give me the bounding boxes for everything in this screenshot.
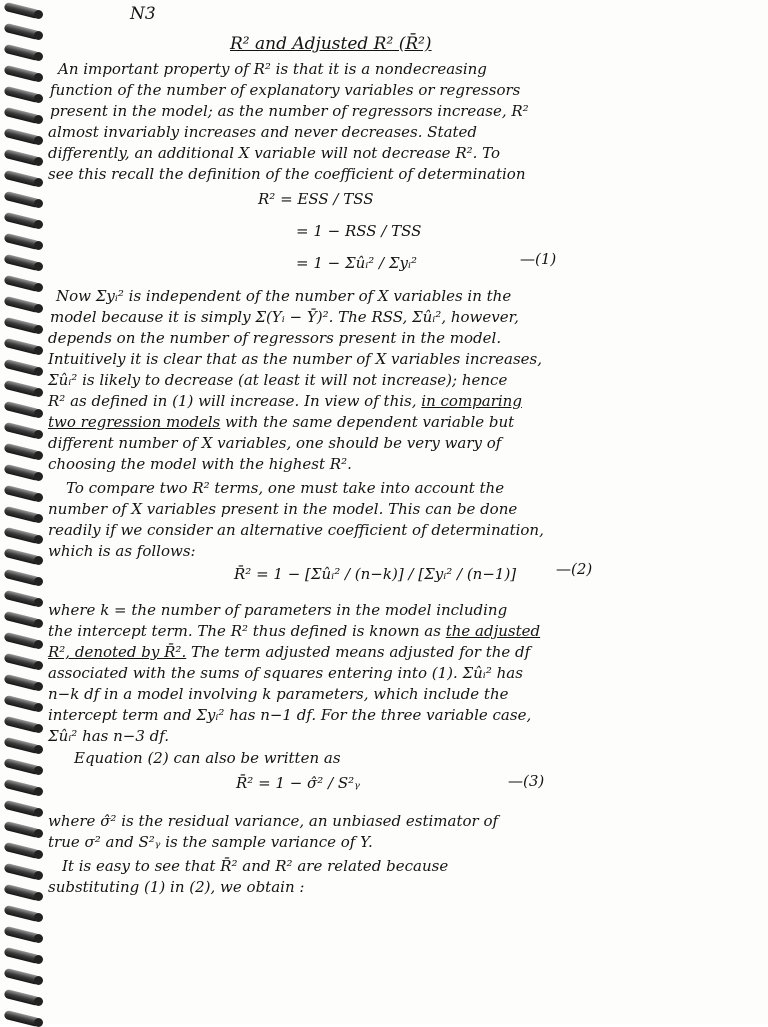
handwritten-notes <box>48 0 748 1024</box>
binding-hole <box>34 577 43 586</box>
text-line: choosing the model with the highest R². <box>48 455 352 473</box>
text-segment: with the same dependent variable but <box>225 413 515 431</box>
text-line <box>48 413 514 431</box>
text-line <box>48 392 522 410</box>
binding-hole <box>34 934 43 943</box>
text-line: associated with the sums of squares entering into (1). Σûᵢ² has <box>48 664 523 682</box>
binding-hole <box>34 703 43 712</box>
binding-hole <box>34 346 43 355</box>
binding-hole <box>34 409 43 418</box>
text-line: Equation (2) can also be written as <box>74 749 341 767</box>
binding-hole <box>34 871 43 880</box>
binding-hole <box>34 31 43 40</box>
binding-hole <box>34 157 43 166</box>
binding-hole <box>34 913 43 922</box>
binding-hole <box>34 220 43 229</box>
page-corner-note: N3 <box>130 4 156 24</box>
spiral-binding <box>0 0 46 1024</box>
binding-hole <box>34 94 43 103</box>
equation-1-line-a: R² = ESS / TSS <box>258 190 374 208</box>
binding-hole <box>34 430 43 439</box>
binding-hole <box>34 619 43 628</box>
binding-hole <box>34 976 43 985</box>
binding-hole <box>34 388 43 397</box>
text-line: An important property of R² is that it is a nondecreasing <box>58 60 487 78</box>
text-line <box>48 622 540 640</box>
binding-hole <box>34 52 43 61</box>
underlined-phrase: two regression models <box>48 413 221 431</box>
binding-hole <box>34 472 43 481</box>
binding-hole <box>34 787 43 796</box>
equation-2: R̄² = 1 − [Σûᵢ² / (n−k)] / [Σyᵢ² / (n−1)] <box>234 565 517 583</box>
text-segment: The term adjusted means adjusted for the df <box>191 643 531 661</box>
binding-hole <box>34 514 43 523</box>
binding-hole <box>34 283 43 292</box>
binding-hole <box>34 808 43 817</box>
binding-hole <box>34 661 43 670</box>
text-line: present in the model; as the number of regressors increase, R² <box>50 102 529 120</box>
text-line: intercept term and Σyᵢ² has n−1 df. For the three variable case, <box>48 706 532 724</box>
page-title: R² and Adjusted R² (R̄²) <box>230 34 432 54</box>
binding-hole <box>34 556 43 565</box>
binding-hole <box>34 241 43 250</box>
binding-hole <box>34 262 43 271</box>
binding-hole <box>34 304 43 313</box>
text-line: Σûᵢ² has n−3 df. <box>48 727 170 745</box>
text-line: n−k df in a model involving k parameters, which include the <box>48 685 509 703</box>
binding-hole <box>34 136 43 145</box>
text-segment: the intercept term. The R² thus defined is known as <box>48 622 441 640</box>
binding-hole <box>34 892 43 901</box>
binding-hole <box>34 1018 43 1027</box>
equation-1-tag: —(1) <box>520 250 557 268</box>
binding-hole <box>34 640 43 649</box>
binding-hole <box>34 955 43 964</box>
binding-hole <box>34 493 43 502</box>
binding-hole <box>34 451 43 460</box>
equation-2-tag: —(2) <box>556 560 593 578</box>
text-line: differently, an additional X variable will not decrease R². To <box>48 144 501 162</box>
binding-hole <box>34 745 43 754</box>
text-line: function of the number of explanatory variables or regressors <box>50 81 521 99</box>
underlined-phrase: in comparing <box>421 392 522 410</box>
text-line: number of X variables present in the model. This can be done <box>48 500 518 518</box>
binding-hole <box>34 682 43 691</box>
binding-hole <box>34 115 43 124</box>
binding-hole <box>34 199 43 208</box>
equation-3-tag: —(3) <box>508 772 545 790</box>
text-line: where σ̂² is the residual variance, an unbiased estimator of <box>48 812 499 830</box>
text-line: Now Σyᵢ² is independent of the number of X variables in the <box>56 287 512 305</box>
binding-hole <box>34 178 43 187</box>
binding-hole <box>34 766 43 775</box>
text-line: which is as follows: <box>48 542 196 560</box>
text-line: substituting (1) in (2), we obtain : <box>48 878 305 896</box>
text-line: model because it is simply Σ(Yᵢ − Ȳ)². The RSS, Σûᵢ², however, <box>50 308 519 326</box>
binding-hole <box>34 73 43 82</box>
equation-3: R̄² = 1 − σ̂² / S²ᵧ <box>236 774 360 792</box>
text-line: Σûᵢ² is likely to decrease (at least it will not increase); hence <box>48 371 508 389</box>
text-line: almost invariably increases and never decreases. Stated <box>48 123 478 141</box>
binding-hole <box>34 598 43 607</box>
equation-1-line-b: = 1 − RSS / TSS <box>296 222 422 240</box>
text-line: where k = the number of parameters in the model including <box>48 601 508 619</box>
text-line: true σ² and S²ᵧ is the sample variance of Y. <box>48 833 373 851</box>
text-segment: R² as defined in (1) will increase. In view of this, <box>48 392 417 410</box>
underlined-phrase: the adjusted <box>445 622 541 640</box>
binding-hole <box>34 535 43 544</box>
text-line: It is easy to see that R̄² and R² are related because <box>62 857 449 875</box>
binding-hole <box>34 724 43 733</box>
binding-hole <box>34 997 43 1006</box>
equation-1-line-c: = 1 − Σûᵢ² / Σyᵢ² <box>296 254 417 272</box>
text-line: To compare two R² terms, one must take into account the <box>66 479 505 497</box>
text-line: Intuitively it is clear that as the number of X variables increases, <box>48 350 542 368</box>
text-line: see this recall the definition of the coefficient of determination <box>48 165 526 183</box>
text-line: depends on the number of regressors present in the model. <box>48 329 502 347</box>
underlined-phrase: R², denoted by R̄². <box>48 643 187 661</box>
text-line: readily if we consider an alternative coefficient of determination, <box>48 521 544 539</box>
text-line: different number of X variables, one should be very wary of <box>48 434 502 452</box>
binding-hole <box>34 10 43 19</box>
binding-hole <box>34 325 43 334</box>
binding-hole <box>34 367 43 376</box>
binding-hole <box>34 829 43 838</box>
text-line <box>48 643 530 661</box>
binding-hole <box>34 850 43 859</box>
